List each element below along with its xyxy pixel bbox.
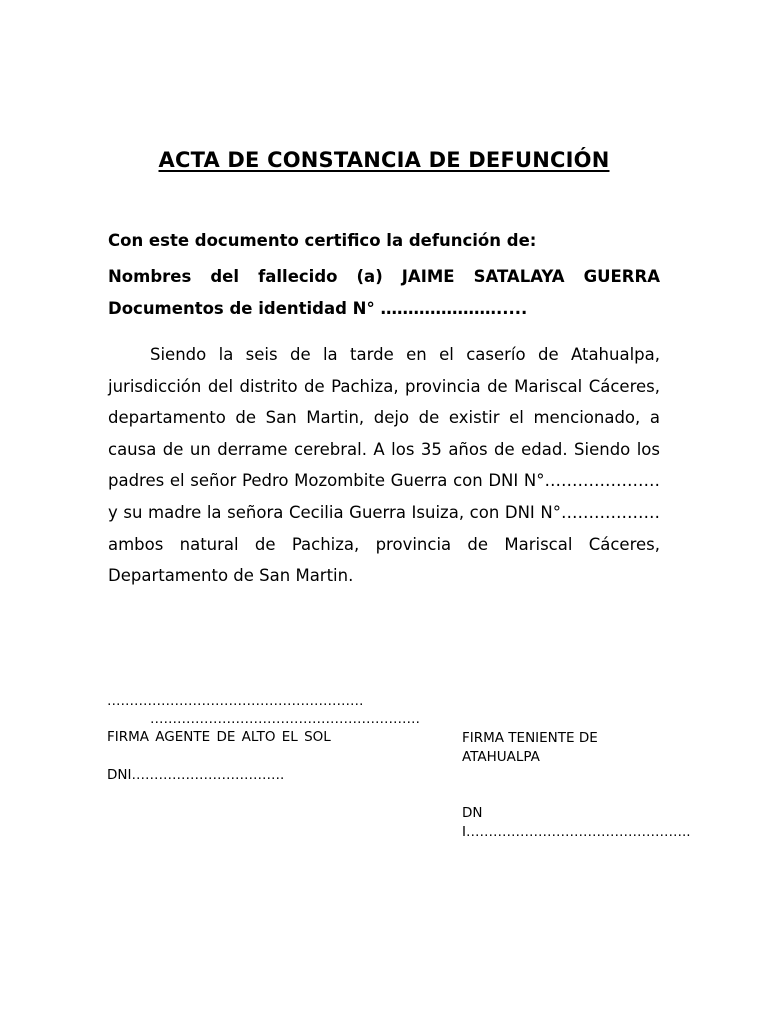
left-signature-dni: DNI……………………………. [107,767,285,783]
right-signature-dni: DNI………………………………………….. [462,805,691,840]
intro-line: Con este documento certifico la defunción de: [108,231,537,250]
signature-dots-line-1: ………………………………………………… [107,693,364,709]
identity-document-line: Documentos de identidad N° …………………..... [108,299,528,318]
right-signature-label: FIRMA TENIENTE DE ATAHUALPA [462,730,598,765]
body-paragraph: Siendo la seis de la tarde en el caserío de Atahualpa, jurisdicción del distrito de Pachiza, provincia de Mariscal Cáceres, departamento de San Martin, dejo de existir el mencionado, a causa de un derrame cerebral. A los 35 años de edad. Siendo los padres el señor Pedro Mozombite Guerra con DNI N°………………… y su madre la señora Cecilia Guerra Isuiza, con DNI N°……………… ambos natural de Pachiza, provincia de Mariscal Cáceres, Departamento de San Martin. [108,345,660,586]
document-title: ACTA DE CONSTANCIA DE DEFUNCIÓN [158,148,610,172]
deceased-name-line: Nombres del fallecido (a) JAIME SATALAYA GUERRA [108,267,660,286]
signature-dots-line-2: …………………………………………………… [150,711,420,727]
left-signature-label: FIRMA AGENTE DE ALTO EL SOL [107,729,331,745]
